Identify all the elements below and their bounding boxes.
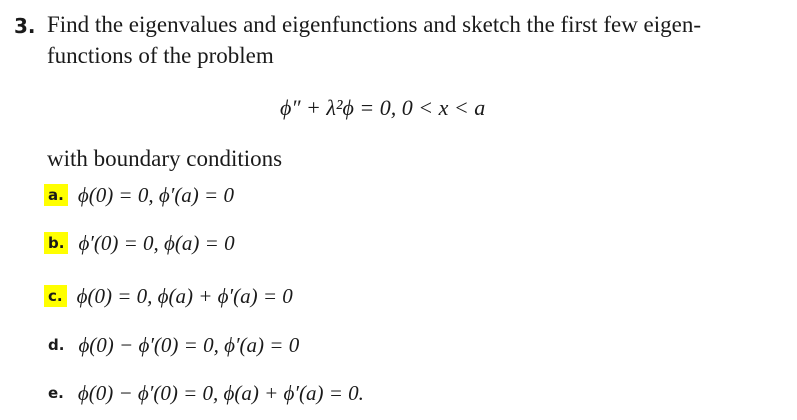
item-expression-d: ϕ(0) − ϕ′(0) = 0, ϕ′(a) = 0: [78, 332, 300, 357]
differential-equation: ϕ″ + λ²ϕ = 0, 0 < x < a: [280, 95, 486, 120]
item-label-c: c.: [44, 285, 67, 307]
item-expression-c: ϕ(0) = 0, ϕ(a) + ϕ′(a) = 0: [76, 283, 293, 308]
boundary-condition-e: [44, 379, 364, 407]
problem-statement-line-1: Find the eigenvalues and eigenfunctions and sketch the first few eigen-: [47, 12, 702, 37]
boundary-condition-a: [44, 181, 234, 209]
problem-number: 3.: [14, 14, 36, 38]
item-label-e: e.: [48, 384, 64, 402]
item-label-a: a.: [44, 184, 68, 206]
item-expression-a: ϕ(0) = 0, ϕ′(a) = 0: [77, 182, 234, 207]
item-expression-b: ϕ′(0) = 0, ϕ(a) = 0: [78, 230, 235, 255]
boundary-condition-b: [44, 229, 235, 257]
boundary-condition-d: [44, 331, 299, 359]
boundary-condition-c: [44, 282, 293, 310]
boundary-conditions-intro: with boundary conditions: [47, 146, 283, 171]
item-expression-e: ϕ(0) − ϕ′(0) = 0, ϕ(a) + ϕ′(a) = 0.: [77, 380, 364, 405]
problem-statement-line-2: functions of the problem: [47, 43, 274, 68]
item-label-b: b.: [44, 232, 68, 254]
item-label-d: d.: [48, 336, 65, 354]
